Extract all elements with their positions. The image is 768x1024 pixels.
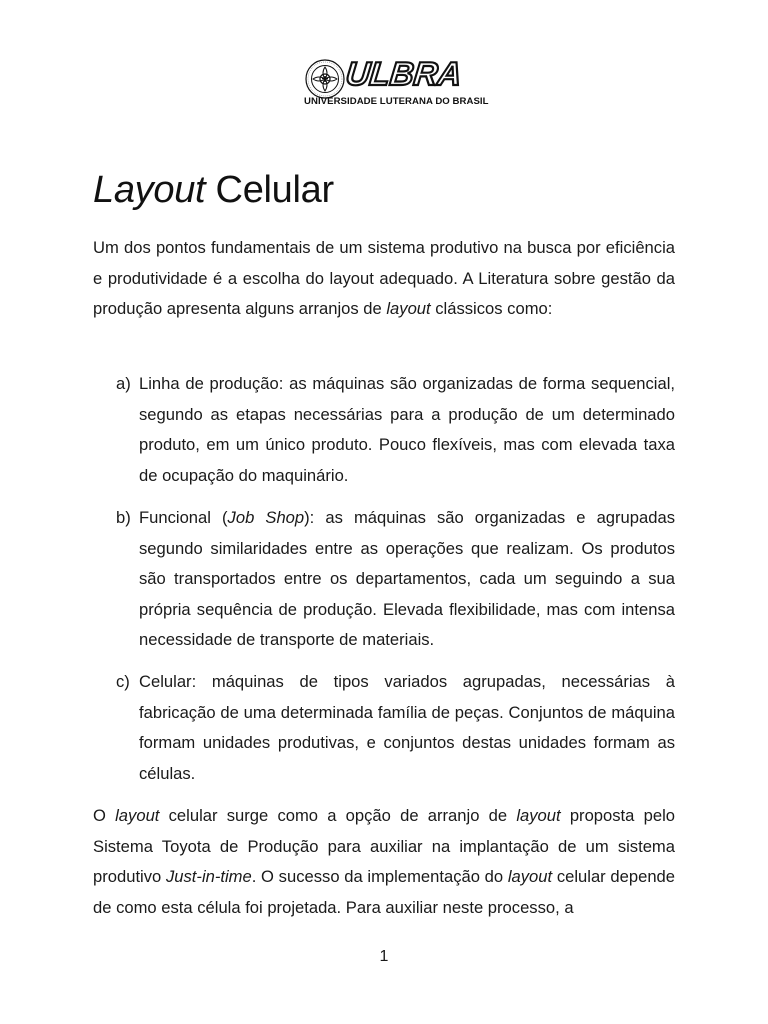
- logo-wordmark: ULBRA: [344, 55, 464, 92]
- university-seal-icon: [304, 58, 346, 100]
- intro-italic: layout: [386, 299, 431, 318]
- closing-text: O: [93, 806, 116, 825]
- list-text-part: Linha de produção: as máquinas são organizadas de forma sequencial, segundo as etapas necessárias para a produção de um determinado produto, em um único produto. Pouco flexíveis, mas com elevada taxa de ocupação do maquinário.: [139, 374, 675, 485]
- closing-italic: layout: [507, 867, 553, 886]
- intro-text-end: clássicos como:: [430, 299, 553, 318]
- closing-text: celular surge como a opção de arranjo de: [159, 806, 517, 825]
- page-number: 1: [379, 948, 389, 965]
- closing-paragraph: [93, 801, 675, 923]
- list-text-part: Celular: máquinas de tipos variados agrupadas, necessárias à fabricação de uma determinada família de peças. Conjuntos de máquina formam unidades produtivas, e conjuntos destas unidades formam as células.: [139, 672, 675, 783]
- intro-text: Um dos pontos fundamentais de um sistema produtivo na busca por eficiência e produtividade é a escolha do layout adequado. A Literatura sobre gestão da produção apresenta alguns arranjos de: [93, 238, 675, 318]
- list-marker: b): [116, 508, 131, 527]
- list-text-part: Funcional (: [139, 508, 228, 527]
- list-text-italic: Job Shop: [227, 508, 305, 527]
- closing-text: celular depende de como esta célula foi projetada. Para auxiliar neste processo, a: [93, 867, 676, 917]
- title-italic: Layout: [93, 169, 206, 211]
- list-item-text: [139, 667, 675, 789]
- closing-text: . O sucesso da implementação do: [251, 867, 508, 886]
- list-item-text: [139, 503, 675, 656]
- list-item-text: [139, 369, 675, 491]
- university-logo: [302, 55, 489, 110]
- list-text-part-end: ): as máquinas são organizadas e agrupadas segundo similaridades entre as operações que realizam. Os produtos são transportados entre os departamentos, cada um seguindo a sua própria sequência de produção. Elevada flexibilidade, mas com intensa necessidade de transporte de materiais.: [139, 508, 675, 649]
- closing-text: proposta pelo Sistema Toyota de Produção para auxiliar na implantação de um sistema produtivo: [93, 806, 675, 886]
- list-marker: c): [116, 672, 130, 691]
- page-title: [93, 166, 334, 214]
- logo-subtitle: UNIVERSIDADE LUTERANA DO BRASIL: [304, 96, 489, 107]
- closing-italic: layout: [516, 806, 561, 825]
- closing-italic: Just-in-time: [165, 867, 252, 886]
- closing-italic: layout: [115, 806, 160, 825]
- list-marker: a): [116, 374, 131, 393]
- intro-paragraph: [93, 233, 675, 325]
- title-rest: Celular: [205, 169, 334, 211]
